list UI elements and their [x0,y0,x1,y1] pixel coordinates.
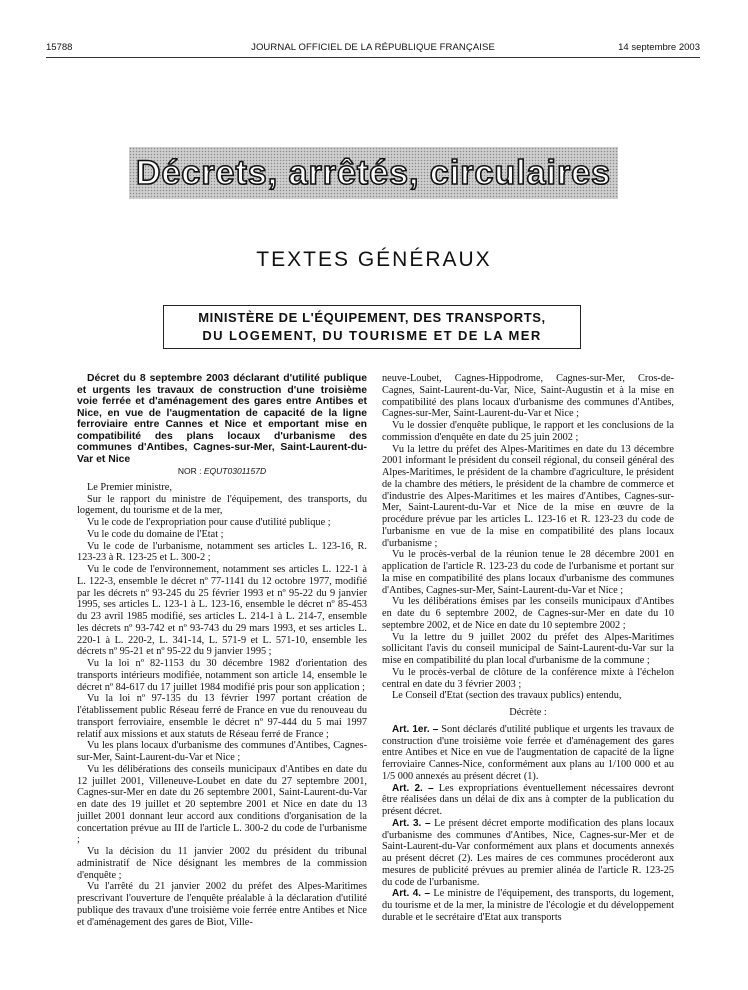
article-label: Art. 2. – [392,782,434,794]
article [382,888,674,923]
paragraph: Vu la loi nº 82-1153 du 30 décembre 1982 d'orientation des transports intérieurs modifiée, notamment son article 14, ensemble le décret nº 84-617 du 17 juillet 1984 modifié pris pour son application ; [77,658,367,693]
article-text: Le ministre de l'équipement, des transports, du logement, du tourisme et de la mer, la ministre de l'écologie et du développement durable et le secrétaire d'Etat aux transports [382,888,674,923]
paragraph: Vu la loi nº 97-135 du 13 février 1997 portant création de l'établissement public Réseau ferré de France en vue du renouveau du transport ferroviaire, ensemble le décret nº 97-444 du 5 mai 1997 relatif aux missions et aux statuts de Réseau ferré de France ; [77,693,367,740]
decree-title: Décret du 8 septembre 2003 déclarant d'utilité publique et urgents les travaux de construction d'une troisième voie ferrée et d'aménagement des gares entre Antibes et Nice, en vue de l'augmentation de capacité de la ligne ferroviaire entre Cannes et Nice et emportant mise en compatibilité des plans locaux d'urbanisme des communes d'Antibes, Cagnes-sur-Mer, Saint-Laurent-du-Var et Nice [77,373,367,465]
decrete-heading: Décrète : [509,707,547,718]
ministry-box [163,305,581,349]
section-title: TEXTES GÉNÉRAUX [256,248,492,271]
article-label: Art. 3. – [392,817,431,829]
paragraph: Vu les plans locaux d'urbanisme des communes d'Antibes, Cagnes-sur-Mer, Saint-Laurent-du-Var et Nice ; [77,740,367,763]
nor-reference [77,466,367,478]
article-text: Le présent décret emporte modification des plans locaux d'urbanisme des communes d'Antibes, Nice, Cagnes-sur-Mer et de Saint-Laurent-du-Var conformément aux plans et documents annexés au présent décret (2). Les maires de ces communes procéderont aux mesures de publicité prévues au premier alinéa de l'article R. 123-25 du code de l'urbanisme. [382,817,674,888]
paragraph: neuve-Loubet, Cagnes-Hippodrome, Cagnes-sur-Mer, Cros-de-Cagnes, Saint-Laurent-du-Var, Nice, Saint-Augustin et à la mise en compatibilité des plans locaux d'urbanisme des communes d'Antibes, Cagnes-sur-Mer, Saint-Laurent-du-Var et Nice ; [382,373,674,420]
page-header [46,42,700,56]
article-label: Art. 1er. – [392,723,439,735]
ministry-line-2: DU LOGEMENT, DU TOURISME ET DE LA MER [202,328,542,343]
paragraph: Vu le procès-verbal de clôture de la conférence mixte à l'échelon central en date du 3 février 2003 ; [382,666,674,690]
paragraph: Vu le code de l'environnement, notamment ses articles L. 122-1 à L. 122-3, ensemble le décret nº 77-1141 du 12 octobre 1977, modifié par les décrets nº 93-245 du 25 février 1993 et nº 95-22 du 9 janvier 1995, ses articles L. 123-1 à L. 123-16, ensemble le décret nº 85-453 du 23 avril 1985 modifié, ses articles L. 214-1 à L. 214-7, ensemble les décrets nº 93-742 et nº 93-743 du 29 mars 1993, et ses articles L. 220-1 à L. 220-2, L. 341-14, L. 571-9 et L. 571-10, ensemble les décrets nº 95-21 et nº 95-22 du 9 janvier 1995 ; [77,564,367,658]
banner-title: Décrets, arrêtés, circulaires [135,153,612,192]
page-number: 15788 [46,42,73,53]
article-label: Art. 4. – [392,888,431,900]
paragraph: Vu les délibérations émises par les conseils municipaux d'Antibes en date du 6 septembre 2002, de Cagnes-sur-Mer en date du 10 septembre 2002, et de Nice en date du 10 septembre 2002 ; [382,596,674,631]
nor-code: EQUT0301157D [203,466,267,476]
section-banner [129,147,618,199]
paragraph: Vu l'arrêté du 21 janvier 2002 du préfet des Alpes-Maritimes prescrivant l'ouverture de l'enquête préalable à la déclaration d'utilité publique des travaux d'une troisième voie ferrée entre Antibes et Nice et d'aménagement des gares de Biot, Ville- [77,881,367,928]
paragraph: Vu la décision du 11 janvier 2002 du président du tribunal administratif de Nice désignant les membres de la commission d'enquête ; [77,846,367,881]
journal-title: JOURNAL OFFICIEL DE LA RÉPUBLIQUE FRANÇAISE [251,42,495,53]
article [382,818,674,889]
paragraph: Vu le code du domaine de l'Etat ; [87,528,224,540]
paragraph: Vu le code de l'urbanisme, notamment ses articles L. 123-16, R. 123-23 à R. 123-25 et L. 300-2 ; [77,540,367,564]
header-rule [46,57,700,58]
paragraph: Vu le code de l'expropriation pour cause d'utilité publique ; [87,517,331,528]
paragraph: Vu la lettre du préfet des Alpes-Maritimes en date du 13 décembre 2001 informant le président du conseil régional, du conseil général des Alpes-Maritimes, le président de la chambre d'agriculture, le président de la chambre des métiers, le président de la chambre de commerce et d'industrie des Alpes-Maritimes et les maires d'Antibes, Cagnes-sur-Mer, Saint-Laurent-du-Var et Nice de la mise en œuvre de la procédure prévue par les articles L. 123-16 et R. 123-23 du code de l'urbanisme en vue de la mise en compatibilité des plans locaux d'urbanisme ; [382,443,674,549]
paragraph: Sur le rapport du ministre de l'équipement, des transports, du logement, du tourisme et de la mer, [77,493,367,517]
nor-label: NOR : [177,466,202,476]
right-column [382,373,674,924]
article [382,724,674,783]
ministry-line-1: MINISTÈRE DE L'ÉQUIPEMENT, DES TRANSPORTS, [198,310,546,325]
paragraph: Vu le dossier d'enquête publique, le rapport et les conclusions de la commission d'enquête en date du 25 juin 2002 ; [382,420,674,443]
article-text: Les expropriations éventuellement nécessaires devront être réalisées dans un délai de dix ans à compter de la publication du présent décret. [382,782,675,817]
paragraph: Vu la lettre du 9 juillet 2002 du préfet des Alpes-Maritimes sollicitant l'avis du conseil municipal de Saint-Laurent-du-Var sur la mise en compatibilité du plan local d'urbanisme de la commune ; [382,631,674,666]
paragraph: Vu les délibérations des conseils municipaux d'Antibes en date du 12 juillet 2001, Villeneuve-Loubet en date du 27 septembre 2001, Cagnes-sur-Mer en date du 26 septembre 2001, Saint-Laurent-du-Var en date des 19 juillet et 20 septembre 2001 et Nice en date du 13 juillet 2001 donnant leur accord aux conditions d'organisation de la concertation prévue au III de l'article L. 300-2 du code de l'urbanisme ; [77,763,367,846]
left-column [77,373,367,928]
paragraph: Le Conseil d'Etat (section des travaux publics) entendu, [392,690,622,702]
issue-date: 14 septembre 2003 [618,42,700,53]
paragraph: Vu le procès-verbal de la réunion tenue le 28 décembre 2001 en application de l'article R. 123-23 du code de l'urbanisme et portant sur la mise en compatibilité des plans locaux d'urbanisme des communes d'Antibes, Cagnes-sur-Mer, Saint-Laurent-du-Var et Nice ; [382,549,674,596]
article-text: Sont déclarés d'utilité publique et urgents les travaux de construction d'une troisième voie ferrée et d'aménagement des gares entre Antibes et Nice en vue de l'augmentation de capacité de la ligne ferroviaire Cannes-Nice, conformément aux plans au 1/100 000 et au 1/5 000 annexés au présent décret (1). [382,723,674,782]
article [382,783,674,818]
paragraph: Le Premier ministre, [87,481,172,493]
